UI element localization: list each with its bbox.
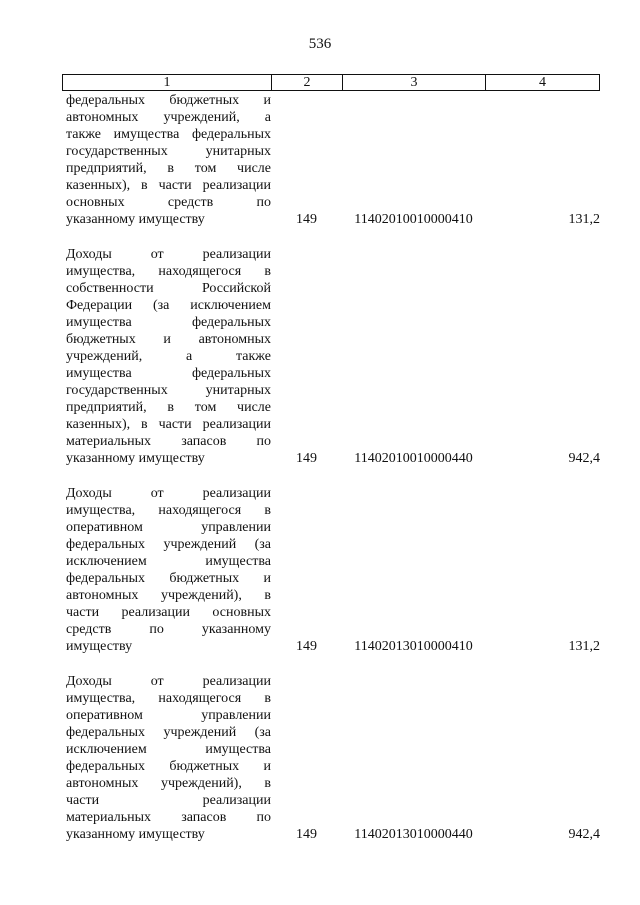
table-row <box>62 673 600 843</box>
description-line: имущества федеральных <box>66 366 271 381</box>
description-line: имущества, находящегося в <box>66 264 271 279</box>
description-line: автономных учреждений), в <box>66 776 271 791</box>
description-line: имущества, находящегося в <box>66 691 271 706</box>
description-line: предприятий, в том числе <box>66 400 271 415</box>
description-line: части реализации основных <box>66 605 271 620</box>
description-line: автономных учреждений), в <box>66 588 271 603</box>
description-line: исключением имущества <box>66 742 271 757</box>
description-line: федеральных учреждений (за <box>66 725 271 740</box>
description-line: автономных учреждений, а <box>66 110 271 125</box>
description-line: имуществу <box>66 639 133 654</box>
description-line: Доходы от реализации <box>66 674 271 689</box>
description-line: также имущества федеральных <box>66 127 271 142</box>
description-line: собственности Российской <box>66 281 271 296</box>
description-line: предприятий, в том числе <box>66 161 271 176</box>
description-line: казенных), в части реализации <box>66 178 271 193</box>
kbk-code-cell: 11402013010000410 <box>354 639 473 654</box>
page-number: 536 <box>308 36 332 52</box>
row-description <box>66 673 271 843</box>
table-row <box>62 92 600 228</box>
description-line: материальных запасов по <box>66 434 271 449</box>
description-line: имущества федеральных <box>66 315 271 330</box>
header-col-2: 2 <box>272 75 343 90</box>
admin-code-cell: 149 <box>296 827 317 842</box>
description-line: материальных запасов по <box>66 810 271 825</box>
table-body <box>62 92 600 861</box>
amount-cell: 942,4 <box>568 827 600 842</box>
kbk-code-cell: 11402010010000440 <box>354 451 473 466</box>
header-col-4: 4 <box>539 75 546 90</box>
description-line: казенных), в части реализации <box>66 417 271 432</box>
description-line: учреждений, а также <box>66 349 271 364</box>
description-line: федеральных учреждений (за <box>66 537 271 552</box>
header-col-1: 1 <box>63 75 272 90</box>
table-header <box>62 74 600 91</box>
amount-cell: 131,2 <box>568 639 600 654</box>
table-row <box>62 246 600 467</box>
kbk-code-cell: 11402013010000440 <box>354 827 473 842</box>
description-line: оперативном управлении <box>66 520 271 535</box>
row-description <box>66 92 271 228</box>
admin-code-cell: 149 <box>296 451 317 466</box>
description-line: имущества, находящегося в <box>66 503 271 518</box>
description-line: оперативном управлении <box>66 708 271 723</box>
admin-code-cell: 149 <box>296 212 317 227</box>
description-line: исключением имущества <box>66 554 271 569</box>
description-line: государственных унитарных <box>66 383 271 398</box>
description-line: указанному имуществу <box>66 451 205 466</box>
header-col-3: 3 <box>343 75 486 90</box>
description-line: Доходы от реализации <box>66 486 271 501</box>
description-line: государственных унитарных <box>66 144 271 159</box>
description-line: основных средств по <box>66 195 271 210</box>
description-line: средств по указанному <box>66 622 271 637</box>
row-description <box>66 246 271 467</box>
description-line: Доходы от реализации <box>66 247 271 262</box>
amount-cell: 131,2 <box>568 212 600 227</box>
admin-code-cell: 149 <box>296 639 317 654</box>
table-row <box>62 485 600 655</box>
amount-cell: 942,4 <box>568 451 600 466</box>
description-line: указанному имуществу <box>66 827 205 842</box>
row-description <box>66 485 271 655</box>
description-line: федеральных бюджетных и <box>66 571 271 586</box>
description-line: федеральных бюджетных и <box>66 93 271 108</box>
description-line: бюджетных и автономных <box>66 332 271 347</box>
description-line: федеральных бюджетных и <box>66 759 271 774</box>
description-line: указанному имуществу <box>66 212 205 227</box>
description-line: части реализации <box>66 793 271 808</box>
description-line: Федерации (за исключением <box>66 298 271 313</box>
kbk-code-cell: 11402010010000410 <box>354 212 473 227</box>
